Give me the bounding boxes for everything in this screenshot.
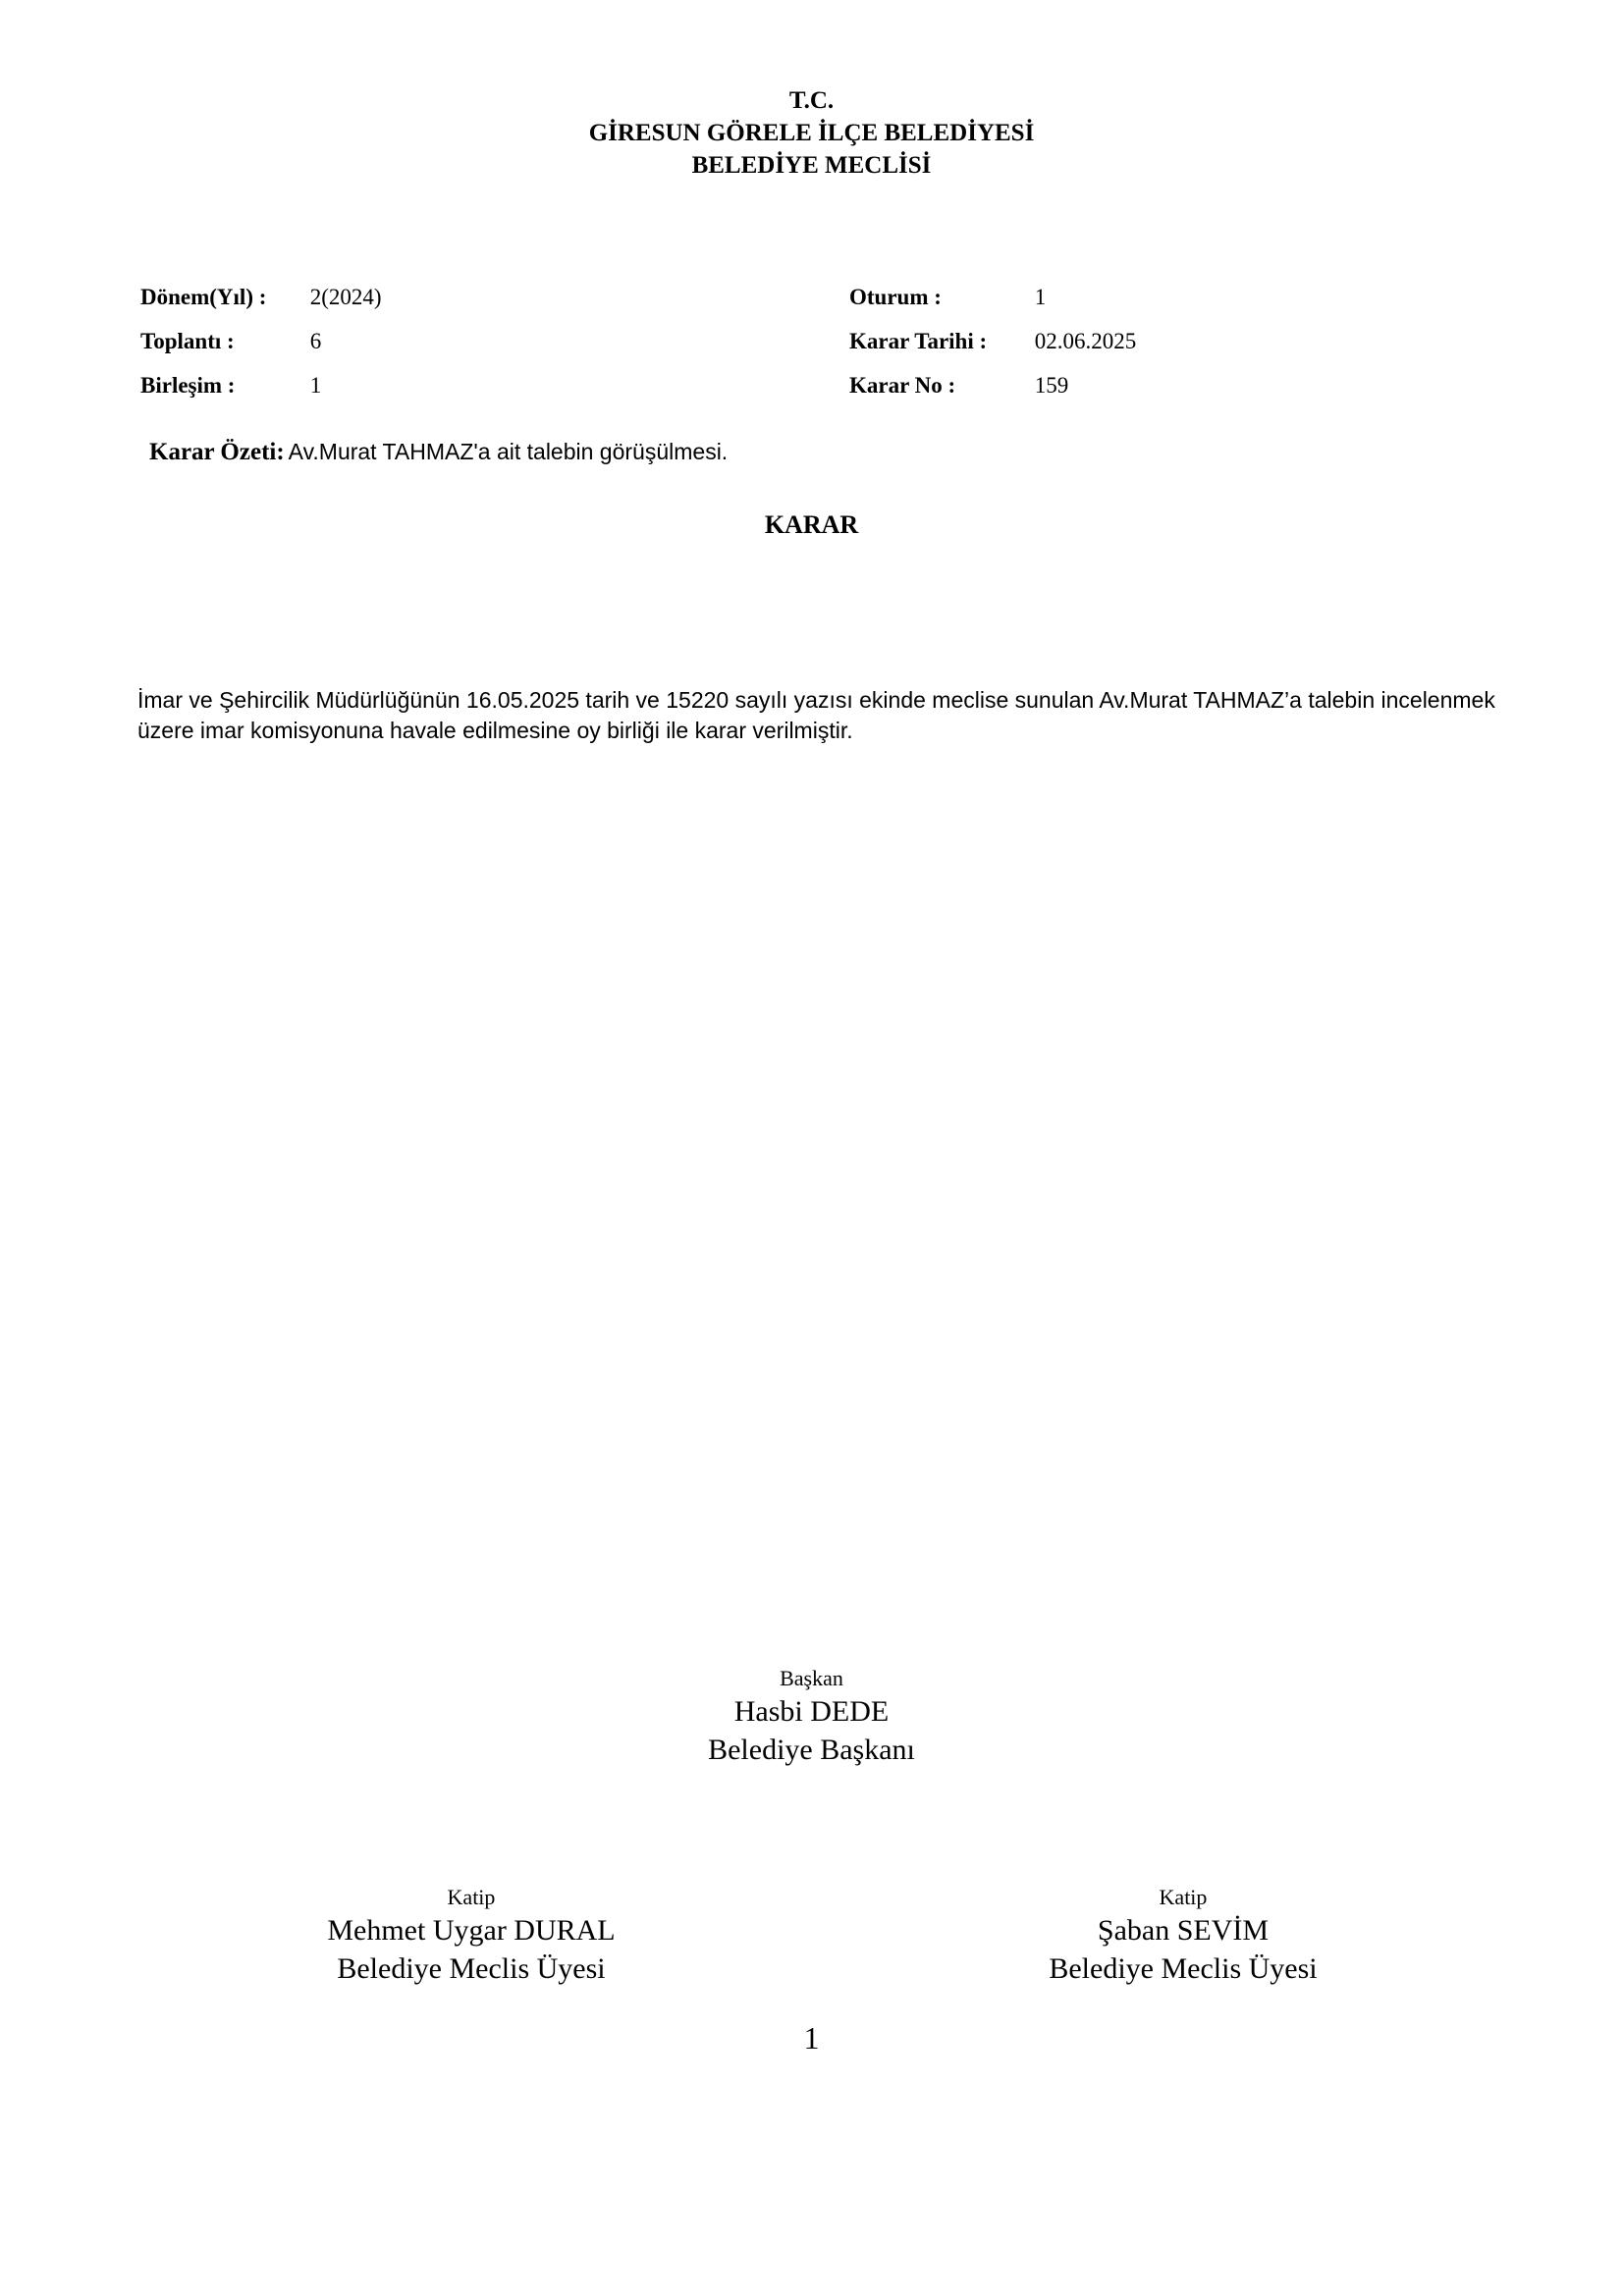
meta-value-karar-tarihi: 02.06.2025 [1034, 329, 1137, 353]
meta-column-right [849, 283, 1136, 415]
decision-summary [149, 439, 728, 466]
meta-row-birlesim [140, 371, 382, 415]
signature-role-katip-left: Katip [447, 1885, 496, 1909]
meta-column-left [140, 283, 382, 415]
meta-value-toplanti: 6 [309, 329, 322, 353]
meta-label-donem: Dönem(Yıl) : [140, 285, 267, 309]
meta-value-birlesim: 1 [309, 373, 322, 398]
page-number: 1 [803, 2020, 820, 2056]
signature-name-baskan: Hasbi DEDE [733, 1695, 890, 1728]
signature-name-katip-left: Mehmet Uygar DURAL [327, 1914, 616, 1947]
meta-label-toplanti: Toplantı : [140, 329, 235, 353]
meta-row-karar-no [849, 371, 1136, 415]
meta-label-oturum: Oturum : [849, 285, 942, 309]
signature-title-katip-left: Belediye Meclis Üyesi [337, 1952, 606, 1985]
signature-title-katip-right: Belediye Meclis Üyesi [1049, 1952, 1318, 1985]
header-republic-line: T.C. [788, 87, 835, 114]
signature-block-katip-left [226, 1885, 717, 1987]
meta-row-donem [140, 283, 382, 327]
meta-value-karar-no: 159 [1034, 373, 1069, 398]
signature-title-baskan: Belediye Başkanı [708, 1734, 915, 1766]
decision-body-paragraph: İmar ve Şehircilik Müdürlüğünün 16.05.2025 tarih ve 15220 sayılı yazısı ekinde meclise sunulan Av.Murat TAHMAZ’a talebin incelenmek üzere imar komisyonuna havale edilmesine oy birliği ile karar verilmiştir. [137, 687, 1495, 743]
meta-label-karar-no: Karar No : [849, 373, 956, 398]
meta-row-oturum [849, 283, 1136, 327]
meta-label-birlesim: Birleşim : [140, 373, 236, 398]
meta-label-karar-tarihi: Karar Tarihi : [849, 329, 988, 353]
decision-summary-text: Av.Murat TAHMAZ'a ait talebin görüşülmesi. [288, 439, 729, 464]
header-municipality-line: GİRESUN GÖRELE İLÇE BELEDİYESİ [588, 120, 1035, 146]
signature-block-baskan [0, 1666, 1623, 1768]
meta-row-karar-tarihi [849, 327, 1136, 371]
header-council-line: BELEDİYE MECLİSİ [691, 152, 932, 179]
signature-role-katip-right: Katip [1159, 1885, 1208, 1909]
meta-row-toplanti [140, 327, 382, 371]
document-header [0, 84, 1623, 182]
signature-name-katip-right: Şaban SEVİM [1097, 1914, 1270, 1947]
meta-value-oturum: 1 [1034, 285, 1047, 309]
decision-summary-label: Karar Özeti: [149, 439, 285, 465]
signature-role-baskan: Başkan [780, 1666, 843, 1690]
decision-heading: KARAR [764, 510, 859, 539]
signature-block-katip-right [938, 1885, 1429, 1987]
meta-value-donem: 2(2024) [309, 285, 382, 309]
